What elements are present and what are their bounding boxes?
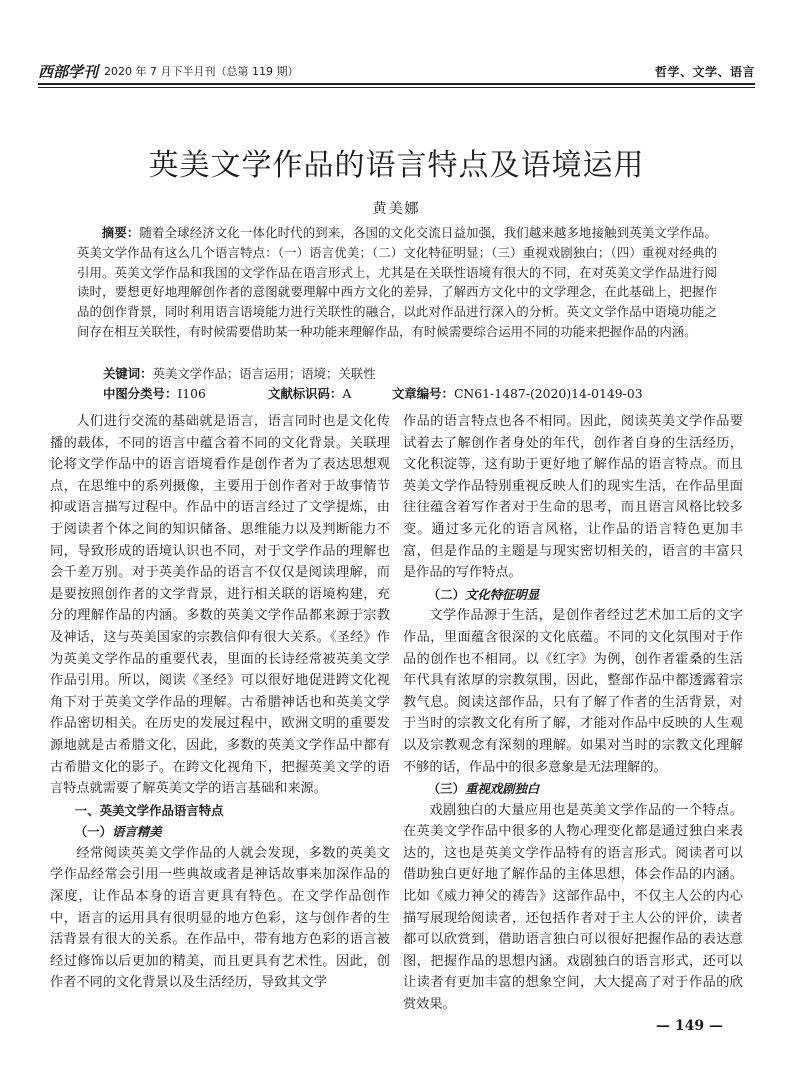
article-value: CN61-1487-(2020)14-0149-03 <box>453 386 643 401</box>
journal-name: 西部学刊 <box>38 63 99 81</box>
clc-value: I106 <box>177 386 206 401</box>
keywords <box>103 364 376 382</box>
paragraph: 经常阅读英美文学作品的人就会发现，多数的英美文学作品经常会引用一些典故或者是神话故事来加深作品的深度，让作品本身的语言更具有特色。在文学作品创作中，语言的运用具有很明显的地方色彩，这与创作者的生活背景有很大的关系。在作品中，带有地方色彩的语言被经过修饰以后更加的精美，而且更具有艺术性。因此，创作者不同的文化背景以及生活经历，导致其文学 <box>50 845 390 991</box>
subsection-title: 重视戏剧独白 <box>464 781 540 797</box>
body-column-left <box>50 411 390 994</box>
subsection-title: 语言精美 <box>111 824 162 840</box>
section-heading: 一、英美文学作品语言特点 <box>74 802 224 818</box>
article-number <box>392 384 643 402</box>
subsection-heading <box>403 778 743 800</box>
author: 黄美娜 <box>372 201 421 217</box>
doc-label: 文献标识码： <box>268 386 343 401</box>
abstract-label: 摘要： <box>101 225 140 240</box>
subsection-heading <box>50 821 390 843</box>
page-header <box>38 60 755 82</box>
subsection-number: （三） <box>427 781 465 797</box>
paragraph: 作品的语言特点也各不相同。因此，阅读英美文学作品要试着去了解创作者身处的年代，创作者自身的生活经历，文化积淀等，这有助于更好地了解作品的语言特点。而且英美文学作品特别重视反映人们的现实生活，在作品里面往往蕴含着写作者对于生命的思考，而且语言风格比较多变。通过多元化的语言风格，让作品的语言特色更加丰富，但是作品的主题是与现实密切相关的，语言的丰富只是作品的写作特点。 <box>403 414 743 581</box>
document-code <box>268 384 351 402</box>
subsection-number: （一） <box>74 824 112 840</box>
subsection-number: （二） <box>427 586 465 602</box>
article-label: 文章编号： <box>392 386 454 401</box>
doc-value: A <box>342 386 352 401</box>
paragraph: 戏剧独白的大量应用也是英美文学作品的一个特点。在英美文学作品中很多的人物心理变化都是通过独白来表达的，这也是英美文学作品特有的语言形式。阅读者可以借助独白更好地了解作品的主体思想，体会作品的内涵。比如《威力神父的祷告》这部作品中，不仅主人公的内心描写展现给阅读者，还包括作者对于主人公的评价，读者都可以欣赏到，借助语言独白可以很好把握作品的表达意图，把握作品的思想内涵。戏剧独白的语言形式，还可以让读者有更加丰富的想象空间，大大提高了对于作品的欣赏效果。 <box>403 802 743 1013</box>
header-rule <box>38 83 755 85</box>
header-rule-thin <box>38 87 755 88</box>
page-number: — 149 — <box>656 1018 723 1034</box>
issue-info: 2020 年 7 月下半月刊（总第 119 期） <box>104 65 299 78</box>
paragraph: 人们进行交流的基础就是语言，语言同时也是文化传播的载体，不同的语言中蕴含着不同的文化背景。关联理论将文学作品中的语言语境看作是创作者为了表达思想观点，在思维中的系列摄像，主要用于创作者对于故事情节抑或语言描写过程中。作品中的语言经过了文学提炼，由于阅读者个体之间的知识储备、思维能力以及判断能力不同，导致形成的语境认识也不同，对于文学作品的理解也会千差万别。对于英美作品的语言不仅仅是阅读理解，而是要按照创作者的文学背景，进行相关联的语境构建，充分的理解作品的内涵。多数的英美文学作品都来源于宗教及神话，这与英美国家的宗教信仰有很大关系。《圣经》作为英美文学作品的重要代表，里面的长诗经常被英美文学作品引用。所以，阅读《圣经》可以很好地促进跨文化视角下对于英美文学作品的理解。古希腊神话也和英美文学作品密切相关。在历史的发展过程中，欧洲文明的重要发源地就是古希腊文化，因此，多数的英美文学作品中都有古希腊文化的影子。在跨文化视角下，把握英美文学的语言特点就需要了解英美文学的语言基础和来源。 <box>50 414 390 797</box>
paragraph: 文学作品源于生活，是创作者经过艺术加工后的文字作品，里面蕴含很深的文化底蕴。不同的文化氛围对于作品的创作也不相同。以《红字》为例，创作者霍桑的生活年代具有浓厚的宗教氛围，因此，整部作品中都透露着宗教气息。阅读这部作品，只有了解了作者的生活背景，对于当时的宗教文化有所了解，才能对作品中反映的人生观以及宗教观念有深刻的理解。如果对当时的宗教文化理解不够的话，作品中的很多意象是无法理解的。 <box>403 608 743 775</box>
abstract <box>77 223 717 342</box>
article-meta <box>103 384 723 402</box>
body-column-right <box>403 411 743 1016</box>
clc-label: 中图分类号： <box>103 386 178 401</box>
abstract-text: 随着全球经济文化一体化时代的到来，各国的文化交流日益加强，我们越来越多地接触到英美文学作品。英美文学作品有这么几个语言特点：（一）语言优美；（二）文化特征明显；（三）重视戏剧独白；（四）重视对经典的引用。英美文学作品和我国的文学作品在语言形式上，尤其是在关联性语境有很大的不同，在对英美文学作品进行阅读时，要想更好地理解创作者的意图就要理解中西方文化的差异，了解西方文化中的文学理念，在此基础上，把握作品的创作背景，同时利用语言语境能力进行关联性的融合，以此对作品进行深入的分析。英文文学作品中语境功能之间存在相互关联性，有时候需要借助某一种功能来理解作品，有时候需要综合运用不同的功能来把握作品的内涵。 <box>77 225 718 339</box>
keywords-label: 关键词： <box>103 366 153 381</box>
clc-number <box>103 384 206 402</box>
subsection-title: 文化特征明显 <box>464 586 540 602</box>
article-title: 英美文学作品的语言特点及语境运用 <box>148 148 645 183</box>
subsection-heading <box>403 584 743 606</box>
section-tag: 哲学、文学、语言 <box>654 65 755 79</box>
keywords-text: 英美文学作品；语言运用；语境；关联性 <box>152 366 376 381</box>
